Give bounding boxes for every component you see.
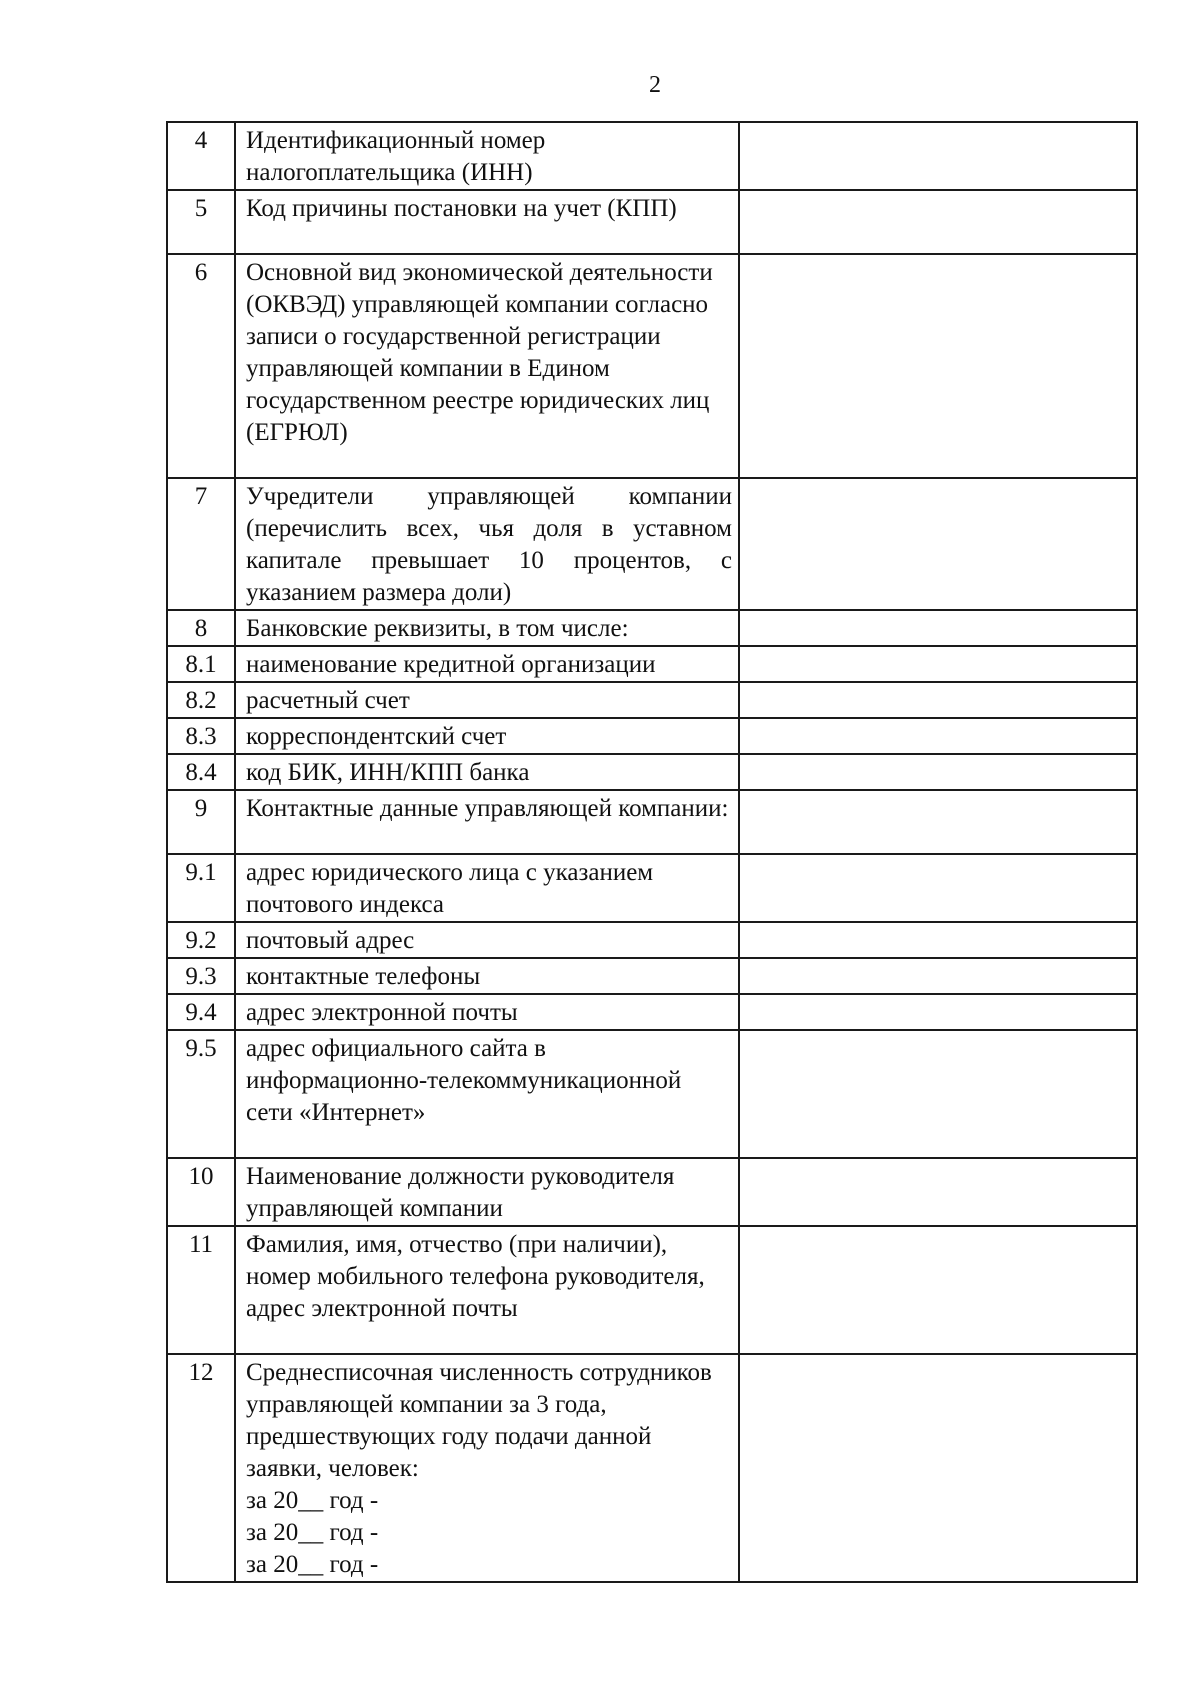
row-number: 8.4: [167, 754, 235, 790]
table-row: [167, 478, 1137, 610]
table-row: [167, 646, 1137, 682]
row-number: 6: [167, 254, 235, 478]
row-value-field[interactable]: [739, 854, 1137, 922]
table-row: [167, 1354, 1137, 1582]
table-row: [167, 718, 1137, 754]
table-row: [167, 190, 1137, 254]
row-label: адрес официального сайта в информационно-телекоммуникационной сети «Интернет»: [235, 1030, 739, 1158]
row-label: Наименование должности руководителя управляющей компании: [235, 1158, 739, 1226]
row-value-field[interactable]: [739, 1226, 1137, 1354]
row-number: 7: [167, 478, 235, 610]
row-number: 9.2: [167, 922, 235, 958]
table-row: [167, 122, 1137, 190]
table-row: [167, 254, 1137, 478]
table-row: [167, 1226, 1137, 1354]
row-label-text: Среднесписочная численность сотрудников управляющей компании за 3 года, предшествующих году подачи данной заявки, человек:: [246, 1359, 712, 1482]
year-line: за 20__ год -: [246, 1519, 379, 1546]
year-line: за 20__ год -: [246, 1487, 379, 1514]
row-value-field[interactable]: [739, 646, 1137, 682]
row-number: 11: [167, 1226, 235, 1354]
table-row: [167, 958, 1137, 994]
row-label: адрес электронной почты: [235, 994, 739, 1030]
row-number: 8: [167, 610, 235, 646]
application-form-table: [166, 121, 1138, 1583]
row-number: 10: [167, 1158, 235, 1226]
row-number: 9: [167, 790, 235, 854]
table-row: [167, 754, 1137, 790]
table-row: [167, 994, 1137, 1030]
row-number: 12: [167, 1354, 235, 1582]
row-label: Банковские реквизиты, в том числе:: [235, 610, 739, 646]
row-label: расчетный счет: [235, 682, 739, 718]
row-label: адрес юридического лица с указанием почтового индекса: [235, 854, 739, 922]
row-number: 9.4: [167, 994, 235, 1030]
row-number: 8.1: [167, 646, 235, 682]
row-number: 8.2: [167, 682, 235, 718]
row-number: 5: [167, 190, 235, 254]
row-label: почтовый адрес: [235, 922, 739, 958]
row-label: контактные телефоны: [235, 958, 739, 994]
row-label: Контактные данные управляющей компании:: [235, 790, 739, 854]
row-number: 9.1: [167, 854, 235, 922]
row-value-field[interactable]: [739, 122, 1137, 190]
row-label: наименование кредитной организации: [235, 646, 739, 682]
row-label: Идентификационный номер налогоплательщика (ИНН): [235, 122, 739, 190]
page-number: 2: [649, 72, 661, 98]
row-label: корреспондентский счет: [235, 718, 739, 754]
row-value-field[interactable]: [739, 1030, 1137, 1158]
table-row: [167, 1030, 1137, 1158]
table-row: [167, 922, 1137, 958]
row-value-field[interactable]: [739, 254, 1137, 478]
row-value-field[interactable]: [739, 790, 1137, 854]
table-row: [167, 682, 1137, 718]
row-label: Код причины постановки на учет (КПП): [235, 190, 739, 254]
row-number: 9.5: [167, 1030, 235, 1158]
row-label: Учредители управляющей компании (перечислить всех, чья доля в уставном капитале превышает 10 процентов, с указанием размера доли): [235, 478, 739, 610]
row-value-field[interactable]: [739, 1354, 1137, 1582]
row-value-field[interactable]: [739, 958, 1137, 994]
table-row: [167, 610, 1137, 646]
row-number: 4: [167, 122, 235, 190]
row-value-field[interactable]: [739, 1158, 1137, 1226]
table-row: [167, 854, 1137, 922]
year-line: за 20__ год -: [246, 1551, 379, 1578]
row-value-field[interactable]: [739, 682, 1137, 718]
row-value-field[interactable]: [739, 610, 1137, 646]
row-value-field[interactable]: [739, 994, 1137, 1030]
row-value-field[interactable]: [739, 478, 1137, 610]
row-value-field[interactable]: [739, 190, 1137, 254]
row-label: Фамилия, имя, отчество (при наличии), номер мобильного телефона руководителя, адрес электронной почты: [235, 1226, 739, 1354]
table-row: [167, 790, 1137, 854]
row-label: код БИК, ИНН/КПП банка: [235, 754, 739, 790]
row-value-field[interactable]: [739, 754, 1137, 790]
row-number: 8.3: [167, 718, 235, 754]
table-row: [167, 1158, 1137, 1226]
row-value-field[interactable]: [739, 718, 1137, 754]
row-label: [235, 1354, 739, 1582]
row-number: 9.3: [167, 958, 235, 994]
row-label: Основной вид экономической деятельности (ОКВЭД) управляющей компании согласно записи о государственной регистрации управляющей компании в Едином государственном реестре юридических лиц (ЕГРЮЛ): [235, 254, 739, 478]
row-value-field[interactable]: [739, 922, 1137, 958]
